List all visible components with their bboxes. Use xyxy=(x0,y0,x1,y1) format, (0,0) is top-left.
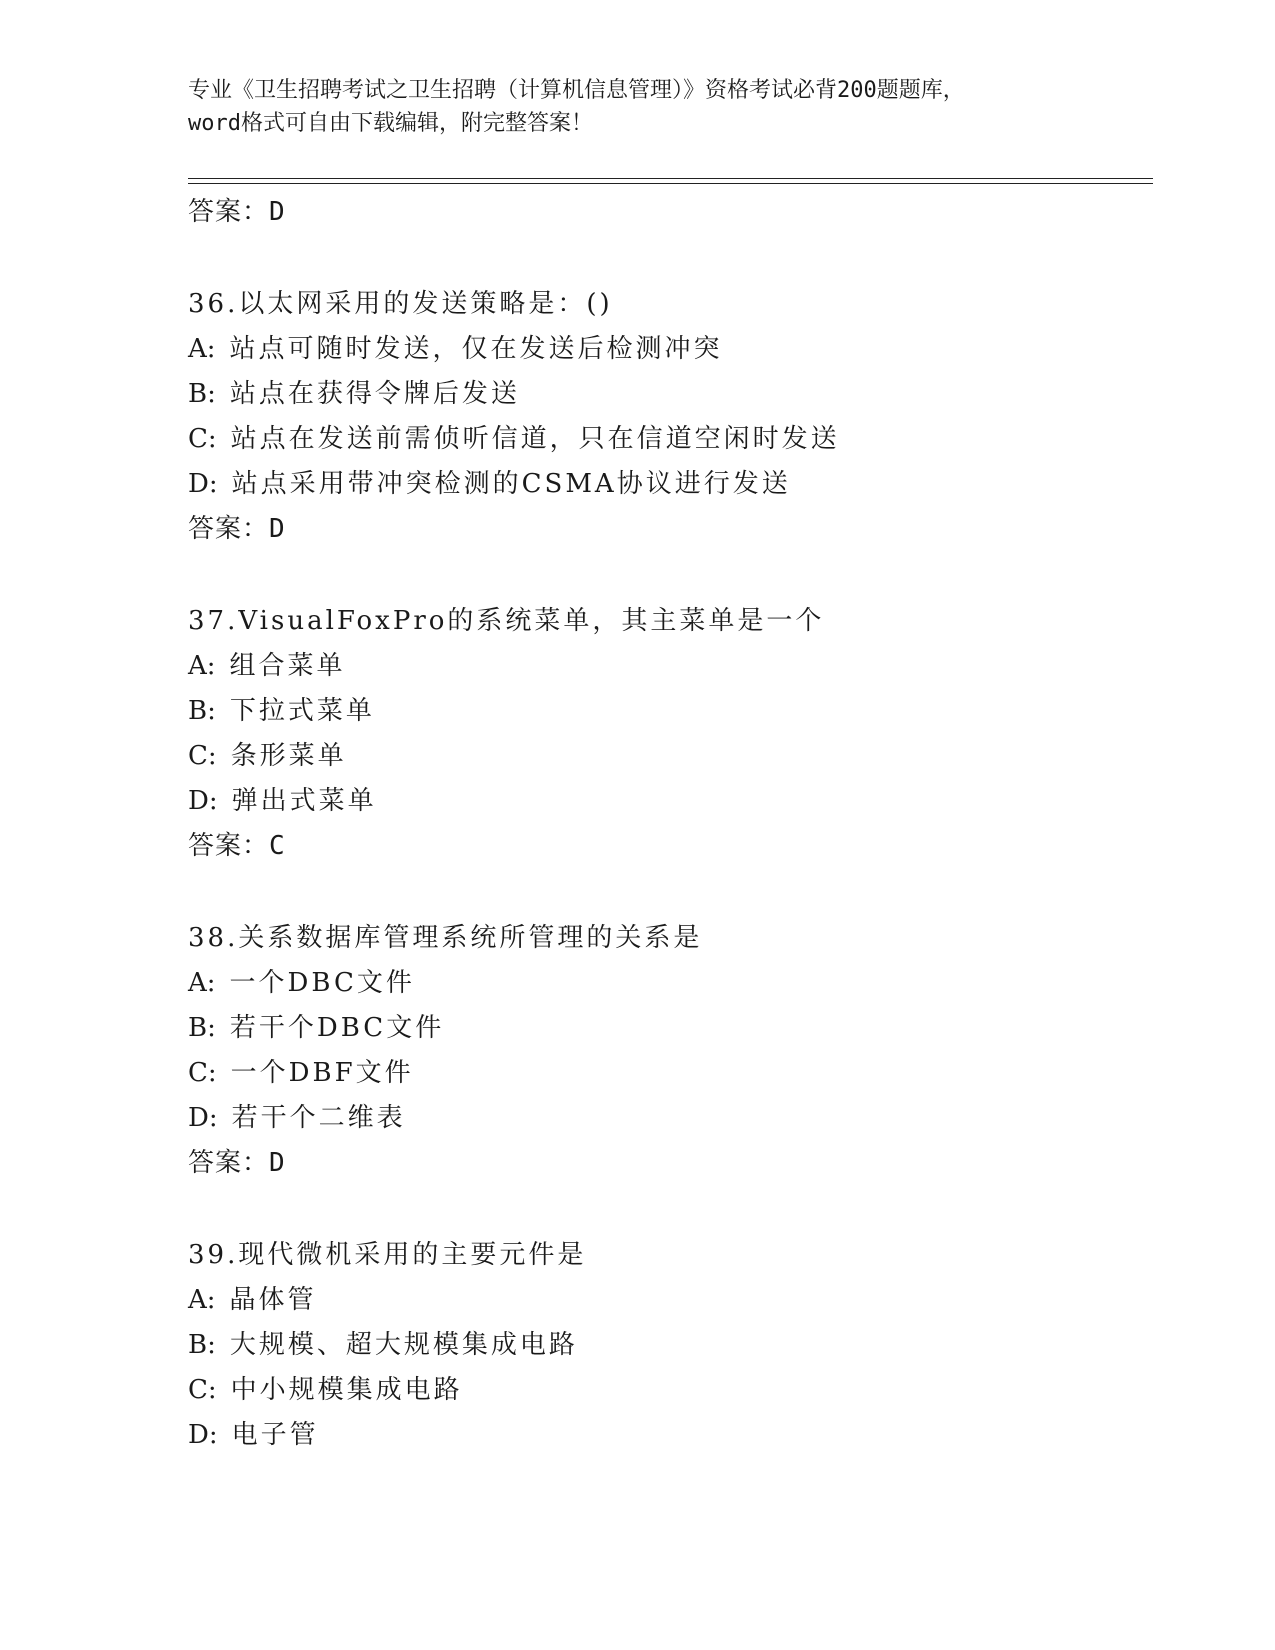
header-divider-bottom xyxy=(188,183,1153,184)
option-text: 电子管 xyxy=(231,1420,319,1450)
option-text: 弹出式菜单 xyxy=(231,786,377,816)
question-37 xyxy=(188,599,1148,869)
option-key: B: xyxy=(188,379,216,409)
option-a xyxy=(188,327,1148,372)
document-header xyxy=(188,74,1088,140)
option-b xyxy=(188,1323,1148,1368)
option-d xyxy=(188,1413,1148,1458)
answer-label: 答案： xyxy=(188,831,270,861)
question-text: 以太网采用的发送策略是：() xyxy=(238,289,613,319)
option-key: C: xyxy=(188,741,217,771)
option-d xyxy=(188,1096,1148,1141)
option-b xyxy=(188,372,1148,417)
option-c xyxy=(188,1051,1148,1096)
option-key: C: xyxy=(188,1058,217,1088)
option-text: 组合菜单 xyxy=(229,651,346,681)
option-text: 下拉式菜单 xyxy=(229,696,375,726)
option-text: 站点在获得令牌后发送 xyxy=(229,379,520,409)
option-key: C: xyxy=(188,1375,217,1405)
option-a xyxy=(188,644,1148,689)
option-key: A: xyxy=(188,1285,216,1315)
option-text: 一个DBF文件 xyxy=(230,1058,414,1088)
option-text: 一个DBC文件 xyxy=(229,968,415,998)
question-number: 37. xyxy=(188,606,239,636)
question-stem xyxy=(188,916,1148,961)
question-stem xyxy=(188,599,1148,644)
option-key: B: xyxy=(188,696,216,726)
option-text: 大规模、超大规模集成电路 xyxy=(229,1330,578,1360)
answer-value: C xyxy=(269,831,286,861)
answer-value: D xyxy=(269,197,286,227)
option-a xyxy=(188,1278,1148,1323)
header-divider-top xyxy=(188,178,1153,179)
option-key: A: xyxy=(188,651,216,681)
option-a xyxy=(188,961,1148,1006)
option-text: 站点可随时发送，仅在发送后检测冲突 xyxy=(229,334,723,364)
question-number: 36. xyxy=(188,289,239,319)
option-c xyxy=(188,1368,1148,1413)
question-text: 关系数据库管理系统所管理的关系是 xyxy=(238,923,703,953)
option-key: D: xyxy=(188,1103,218,1133)
question-stem xyxy=(188,1233,1148,1278)
option-text: 条形菜单 xyxy=(230,741,347,771)
option-text: 中小规模集成电路 xyxy=(230,1375,463,1405)
header-line-2: word格式可自由下载编辑，附完整答案！ xyxy=(188,111,593,136)
option-key: A: xyxy=(188,334,216,364)
option-key: B: xyxy=(188,1013,216,1043)
option-key: D: xyxy=(188,1420,218,1450)
option-d xyxy=(188,779,1148,824)
header-line-1: 专业《卫生招聘考试之卫生招聘（计算机信息管理）》资格考试必背200题题库， xyxy=(188,78,965,103)
option-key: D: xyxy=(188,469,218,499)
question-list xyxy=(188,190,1148,1458)
option-c xyxy=(188,734,1148,779)
option-text: 晶体管 xyxy=(229,1285,317,1315)
question-39 xyxy=(188,1233,1148,1458)
question-stem xyxy=(188,282,1148,327)
answer-label: 答案： xyxy=(188,197,270,227)
option-key: D: xyxy=(188,786,218,816)
answer-line xyxy=(188,507,1148,552)
option-key: B: xyxy=(188,1330,216,1360)
option-c xyxy=(188,417,1148,462)
question-number: 38. xyxy=(188,923,239,953)
answer-label: 答案： xyxy=(188,514,270,544)
answer-value: D xyxy=(269,1148,286,1178)
question-number: 39. xyxy=(188,1240,239,1270)
answer-line xyxy=(188,1141,1148,1186)
question-text: 现代微机采用的主要元件是 xyxy=(238,1240,587,1270)
option-key: C: xyxy=(188,424,217,454)
question-36 xyxy=(188,282,1148,552)
answer-line xyxy=(188,824,1148,869)
answer-label: 答案： xyxy=(188,1148,270,1178)
option-text: 若干个二维表 xyxy=(231,1103,406,1133)
option-b xyxy=(188,689,1148,734)
option-text: 站点在发送前需侦听信道，只在信道空闲时发送 xyxy=(230,424,840,454)
option-text: 站点采用带冲突检测的CSMA协议进行发送 xyxy=(231,469,791,499)
answer-line xyxy=(188,190,1148,235)
option-b xyxy=(188,1006,1148,1051)
option-text: 若干个DBC文件 xyxy=(229,1013,445,1043)
answer-value: D xyxy=(269,514,286,544)
question-38 xyxy=(188,916,1148,1186)
option-key: A: xyxy=(188,968,216,998)
question-text: VisualFoxPro的系统菜单，其主菜单是一个 xyxy=(238,606,825,636)
option-d xyxy=(188,462,1148,507)
